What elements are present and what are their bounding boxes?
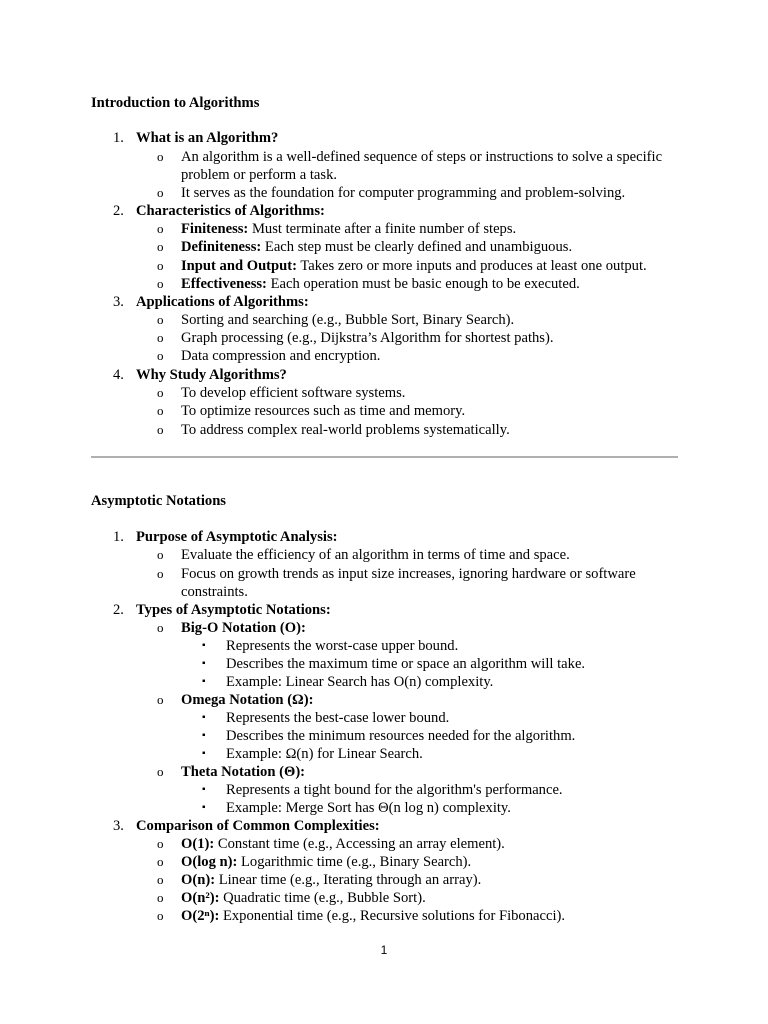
list-item: To optimize resources such as time and memory. — [181, 403, 466, 419]
bullet-icon: o — [157, 239, 164, 254]
bullet-icon: o — [157, 385, 164, 400]
list-item — [181, 871, 481, 889]
term-description: Each operation must be basic enough to be executed. — [266, 276, 580, 292]
bullet-icon: o — [157, 692, 164, 707]
bullet-icon: o — [157, 872, 164, 887]
list-item-title: Purpose of Asymptotic Analysis: — [136, 529, 338, 545]
list-item: It serves as the foundation for computer programming and problem-solving. — [181, 185, 626, 201]
list-item-title: Why Study Algorithms? — [136, 367, 287, 383]
term-description: Constant time (e.g., Accessing an array element). — [214, 836, 505, 852]
bullet-icon: o — [157, 422, 164, 437]
section-heading-introduction: Introduction to Algorithms — [91, 95, 260, 111]
square-bullet-icon: ▪ — [202, 676, 206, 687]
page-number: 1 — [380, 943, 388, 957]
square-bullet-icon: ▪ — [202, 658, 206, 669]
list-item: Graph processing (e.g., Dijkstra’s Algorithm for shortest paths). — [181, 330, 554, 346]
list-number: 2. — [113, 602, 124, 618]
list-item-title: Characteristics of Algorithms: — [136, 203, 325, 219]
list-item-title: What is an Algorithm? — [136, 130, 279, 146]
bullet-icon: o — [157, 312, 164, 327]
term-description: Takes zero or more inputs and produces at least one output. — [297, 258, 647, 274]
bullet-icon: o — [157, 276, 164, 291]
list-item: Data compression and encryption. — [181, 348, 381, 364]
term-label: O(n): — [181, 872, 216, 888]
list-number: 2. — [113, 203, 124, 219]
bullet-icon: o — [157, 890, 164, 905]
list-item: Represents the worst-case upper bound. — [226, 638, 459, 654]
subsection-title-text: Omega Notation (Ω): — [181, 692, 314, 708]
bullet-icon: o — [157, 854, 164, 869]
term-label: O(1): — [181, 836, 215, 852]
term-label: Input and Output: — [181, 258, 297, 274]
list-item: Sorting and searching (e.g., Bubble Sort, Binary Search). — [181, 312, 515, 328]
subsection-title-text: Theta Notation (Θ): — [181, 764, 306, 780]
list-number: 1. — [113, 529, 124, 545]
list-item: problem or perform a task. — [181, 167, 338, 183]
list-item — [181, 238, 572, 256]
list-item: Represents a tight bound for the algorithm's performance. — [226, 782, 563, 798]
bullet-icon: o — [157, 348, 164, 363]
term-description: Must terminate after a finite number of steps. — [248, 221, 517, 237]
list-item: To address complex real-world problems systematically. — [181, 422, 510, 438]
bullet-icon: o — [157, 908, 164, 923]
term-label: Definiteness: — [181, 239, 262, 255]
list-item — [181, 220, 516, 238]
list-item: Represents the best-case lower bound. — [226, 710, 450, 726]
bullet-icon: o — [157, 330, 164, 345]
term-description: Quadratic time (e.g., Bubble Sort). — [219, 890, 426, 906]
bullet-icon: o — [157, 403, 164, 418]
list-item: Evaluate the efficiency of an algorithm in terms of time and space. — [181, 547, 570, 563]
term-label: O(n²): — [181, 890, 220, 906]
list-item — [181, 275, 580, 293]
bullet-icon: o — [157, 221, 164, 236]
list-item — [181, 853, 471, 871]
list-item: An algorithm is a well-defined sequence of steps or instructions to solve a specific — [181, 149, 663, 165]
square-bullet-icon: ▪ — [202, 748, 206, 759]
list-number: 1. — [113, 130, 124, 146]
term-label: O(2ⁿ): — [181, 908, 220, 924]
list-item: Example: Linear Search has O(n) complexity. — [226, 674, 494, 690]
subsection-title — [181, 763, 305, 781]
list-item — [181, 835, 505, 853]
list-number: 4. — [113, 367, 124, 383]
square-bullet-icon: ▪ — [202, 640, 206, 651]
term-description: Logarithmic time (e.g., Binary Search). — [237, 854, 472, 870]
list-item: Describes the minimum resources needed for the algorithm. — [226, 728, 576, 744]
square-bullet-icon: ▪ — [202, 730, 206, 741]
square-bullet-icon: ▪ — [202, 802, 206, 813]
subsection-title — [181, 691, 313, 709]
list-item: constraints. — [181, 584, 248, 600]
bullet-icon: o — [157, 566, 164, 581]
term-description: Linear time (e.g., Iterating through an array). — [215, 872, 482, 888]
list-number: 3. — [113, 818, 124, 834]
list-item — [181, 257, 647, 275]
bullet-icon: o — [157, 258, 164, 273]
term-description: Exponential time (e.g., Recursive solutions for Fibonacci). — [219, 908, 566, 924]
bullet-icon: o — [157, 149, 164, 164]
list-number: 3. — [113, 294, 124, 310]
subsection-title — [181, 619, 306, 637]
list-item — [181, 889, 426, 907]
list-item: Describes the maximum time or space an algorithm will take. — [226, 656, 586, 672]
bullet-icon: o — [157, 764, 164, 779]
subsection-title-text: Big-O Notation (O): — [181, 620, 306, 636]
list-item: Example: Ω(n) for Linear Search. — [226, 746, 423, 762]
square-bullet-icon: ▪ — [202, 784, 206, 795]
list-item: Example: Merge Sort has Θ(n log n) complexity. — [226, 800, 511, 816]
bullet-icon: o — [157, 185, 164, 200]
section-heading-asymptotic: Asymptotic Notations — [91, 493, 226, 509]
bullet-icon: o — [157, 620, 164, 635]
term-label: O(log n): — [181, 854, 238, 870]
bullet-icon: o — [157, 836, 164, 851]
list-item-title: Comparison of Common Complexities: — [136, 818, 380, 834]
list-item: Focus on growth trends as input size increases, ignoring hardware or software — [181, 566, 636, 582]
list-item — [181, 907, 565, 925]
term-description: Each step must be clearly defined and unambiguous. — [261, 239, 573, 255]
list-item: To develop efficient software systems. — [181, 385, 406, 401]
term-label: Finiteness: — [181, 221, 249, 237]
list-item-title: Types of Asymptotic Notations: — [136, 602, 331, 618]
bullet-icon: o — [157, 547, 164, 562]
square-bullet-icon: ▪ — [202, 712, 206, 723]
term-label: Effectiveness: — [181, 276, 267, 292]
list-item-title: Applications of Algorithms: — [136, 294, 309, 310]
horizontal-divider — [91, 456, 678, 458]
